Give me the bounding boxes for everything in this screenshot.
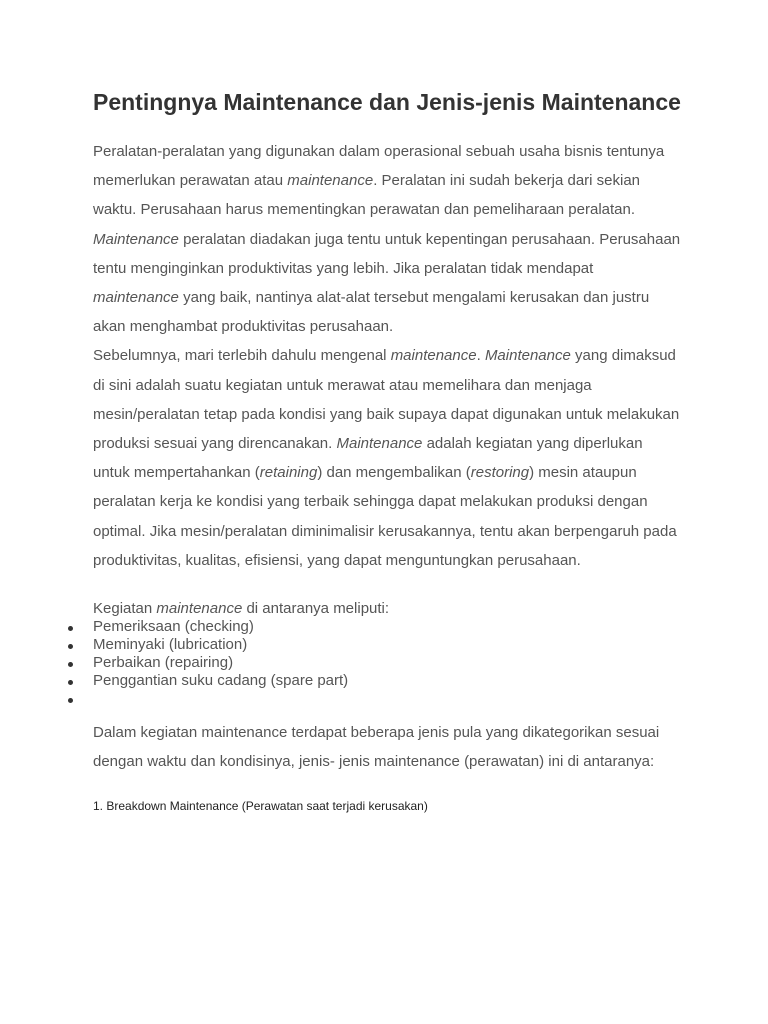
- italic-term: Maintenance: [336, 435, 423, 453]
- section-heading-breakdown: 1. Breakdown Maintenance (Perawatan saat terjadi kerusakan): [93, 799, 428, 814]
- list-item: Perbaikan (repairing): [93, 654, 683, 672]
- italic-term: maintenance: [93, 289, 179, 307]
- list-intro: [93, 600, 683, 618]
- text-run: yang baik, nantinya alat-alat tersebut mengalami kerusakan dan justru akan menghambat produktivitas perusahaan.: [93, 289, 650, 336]
- text-run: . Peralatan ini sudah bekerja dari sekian waktu. Perusahaan harus mementingkan perawatan dan pemeliharaan peralatan.: [93, 172, 641, 219]
- list-item: [93, 690, 683, 708]
- paragraph-intro: [93, 137, 683, 341]
- text-run: peralatan diadakan juga tentu untuk kepentingan perusahaan. Perusahaan tentu menginginkan produktivitas yang lebih. Jika peralatan tidak mendapat: [93, 230, 681, 277]
- paragraph-definition: [93, 341, 683, 575]
- text-run: Sebelumnya, mari terlebih dahulu mengenal: [93, 347, 391, 365]
- activity-list: [93, 618, 683, 708]
- italic-term: Maintenance: [484, 347, 571, 365]
- italic-term: maintenance: [287, 172, 374, 190]
- text-run: Peralatan-peralatan yang digunakan dalam operasional sebuah usaha bisnis tentunya memerlukan perawatan atau: [93, 143, 665, 190]
- text-run: ) dan mengembalikan (: [317, 464, 471, 482]
- text-run: adalah kegiatan yang diperlukan untuk mempertahankan (: [93, 435, 643, 482]
- list-item: Meminyaki (lubrication): [93, 636, 683, 654]
- list-item: Penggantian suku cadang (spare part): [93, 672, 683, 690]
- italic-term: maintenance: [390, 347, 477, 365]
- italic-term: restoring: [470, 464, 530, 482]
- text-run: yang dimaksud di sini adalah suatu kegiatan untuk merawat atau memelihara dan menjaga mesin/peralatan tetap pada kondisi yang baik supaya dapat digunakan untuk melakukan produksi sesuai yang direncanakan.: [93, 347, 680, 453]
- italic-term: retaining: [259, 464, 318, 482]
- text-run: di antaranya meliputi:: [242, 600, 390, 618]
- italic-term: maintenance: [156, 600, 243, 618]
- text-run: ) mesin ataupun peralatan kerja ke kondisi yang terbaik sehingga dapat melakukan produksi dengan optimal. Jika mesin/peralatan diminimalisir kerusakannya, tentu akan berpengaruh pada produktivitas, kualitas, efisiensi, yang dapat menguntungkan perusahaan.: [93, 464, 677, 569]
- paragraph-types: Dalam kegiatan maintenance terdapat beberapa jenis pula yang dikategorikan sesuai dengan waktu dan kondisinya, jenis- jenis maintenance (perawatan) ini di antaranya:: [93, 724, 660, 771]
- list-item: Pemeriksaan (checking): [93, 618, 683, 636]
- italic-term: Maintenance: [93, 230, 179, 248]
- text-run: .: [476, 347, 485, 365]
- text-run: Kegiatan: [93, 600, 157, 618]
- article-page: [93, 88, 683, 814]
- spacer: [93, 575, 683, 600]
- article-title: Pentingnya Maintenance dan Jenis-jenis Maintenance: [93, 89, 681, 115]
